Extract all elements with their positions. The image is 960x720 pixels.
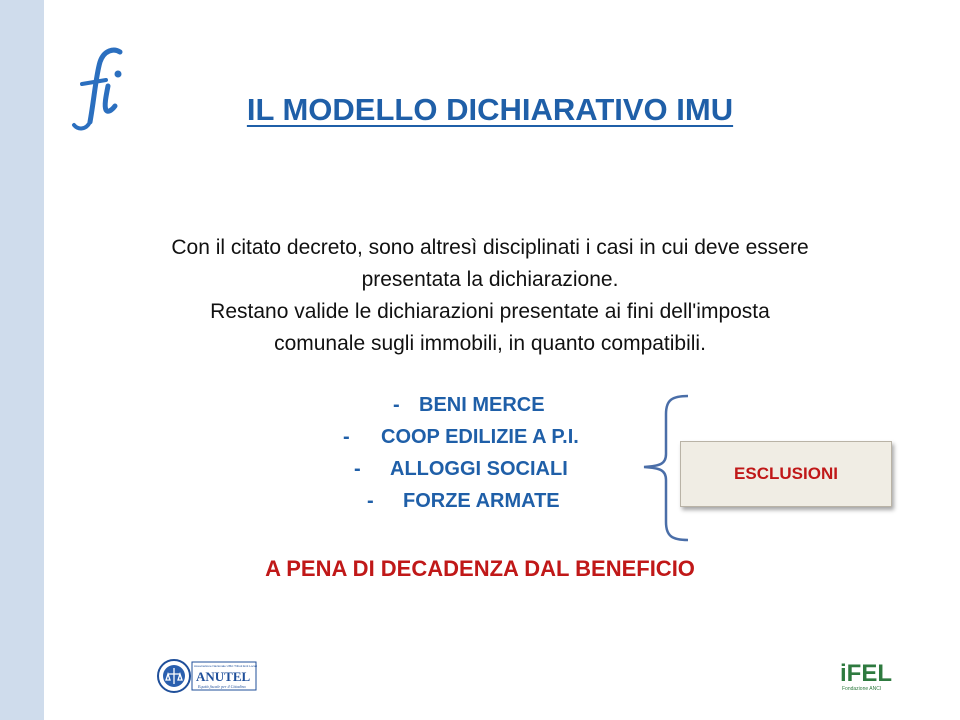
list-item [354,458,568,481]
list-dash: - [354,458,361,480]
list-item-label: FORZE ARMATE [403,490,560,512]
body-line-1: Con il citato decreto, sono altresì disciplinati i casi in cui deve essere [171,236,809,259]
fi-logo-text: fi [60,40,61,41]
slide-title: IL MODELLO DICHIARATIVO IMU [246,92,734,127]
list-dash: - [393,394,400,416]
list-item [343,426,579,449]
slide-title-container [0,92,960,128]
body-line-3: Restano valide le dichiarazioni presentate ai fini dell'imposta [210,300,770,323]
list-dash: - [367,490,374,512]
anutel-text: ANUTEL [196,669,251,684]
decadenza-warning: A PENA DI DECADENZA DAL BENEFICIO [265,556,695,581]
anutel-small-text: Associazione Nazionale Uffici Tributi Enti Locali [194,664,257,668]
body-line-2: presentata la dichiarazione. [361,268,619,291]
body-line-4: comunale sugli immobili, in quanto compatibili. [274,332,706,355]
ifel-logo [838,655,898,695]
list-dash: - [343,426,350,448]
ifel-text: iFEL [840,660,892,687]
list-item [393,394,545,417]
esclusioni-callout: ESCLUSIONI [680,441,892,507]
list-item-label: COOP EDILIZIE A P.I. [381,426,579,448]
slide-body [70,232,910,360]
list-item-label: BENI MERCE [419,394,545,416]
list-item-label: ALLOGGI SOCIALI [390,458,568,480]
list-item [367,490,560,513]
anutel-motto: Equità fiscale per il Cittadino [198,684,246,689]
ifel-subtext: Fondazione ANCI [842,686,882,692]
anutel-logo [156,658,258,694]
